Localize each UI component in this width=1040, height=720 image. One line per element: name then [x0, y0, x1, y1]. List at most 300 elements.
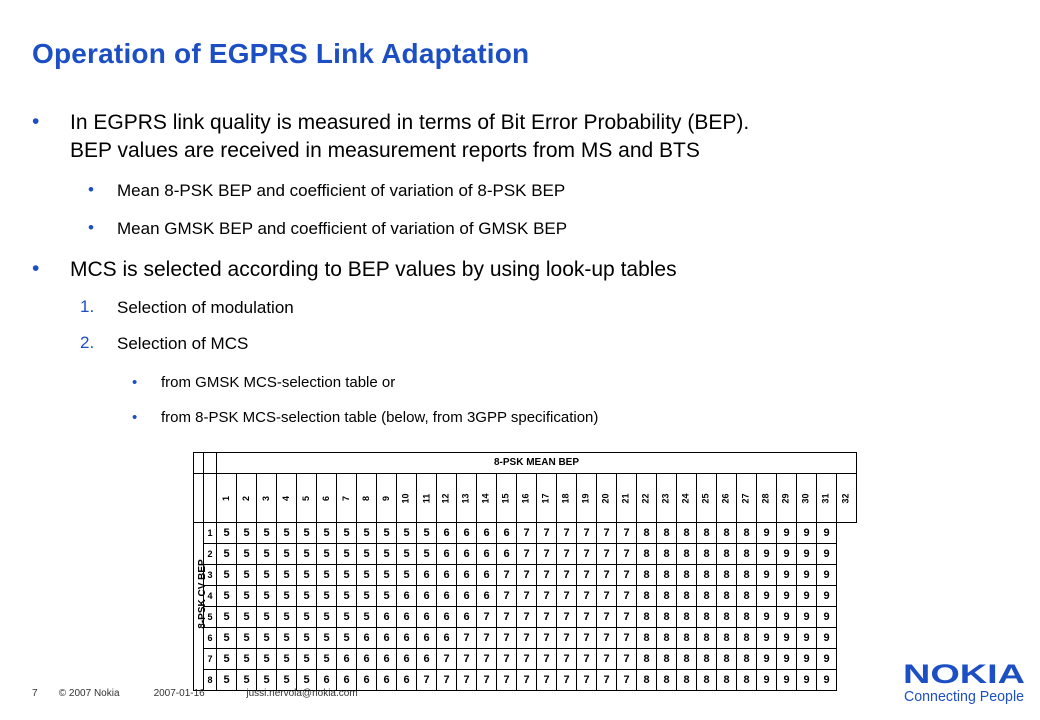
table-cell: 7 [557, 565, 577, 586]
table-cell: 5 [337, 607, 357, 628]
column-number-label: 17 [540, 492, 551, 504]
table-cell: 7 [617, 670, 637, 691]
column-number [457, 474, 477, 523]
corner-cell [204, 453, 217, 474]
column-number-label: 3 [260, 495, 271, 501]
column-number [357, 474, 377, 523]
table-cell: 6 [437, 544, 457, 565]
number-marker: 1. [80, 297, 95, 316]
table-cell: 7 [557, 649, 577, 670]
table-cell: 5 [237, 607, 257, 628]
column-number [757, 474, 777, 523]
table-cell: 7 [477, 628, 497, 649]
table-cell: 9 [817, 649, 837, 670]
table-cell: 5 [217, 523, 237, 544]
table-cell: 5 [257, 670, 277, 691]
table-cell: 5 [237, 649, 257, 670]
table-cell: 5 [397, 565, 417, 586]
table-cell: 9 [797, 670, 817, 691]
table-cell: 7 [597, 628, 617, 649]
table-cell: 6 [437, 628, 457, 649]
table-cell: 9 [777, 523, 797, 544]
column-number-label: 27 [740, 492, 751, 504]
table-cell: 7 [497, 628, 517, 649]
table-cell: 7 [557, 670, 577, 691]
table-cell: 7 [537, 670, 557, 691]
column-number-label: 29 [780, 492, 791, 504]
table-cell: 8 [717, 565, 737, 586]
column-number-label: 30 [800, 492, 811, 504]
table-cell: 8 [737, 544, 757, 565]
table-cell: 7 [497, 649, 517, 670]
table-cell: 7 [477, 670, 497, 691]
table-cell: 9 [777, 586, 797, 607]
column-number [657, 474, 677, 523]
table-cell: 7 [457, 649, 477, 670]
table-cell: 5 [217, 586, 237, 607]
table-cell: 6 [417, 586, 437, 607]
column-number-label: 8 [360, 495, 371, 501]
table-cell: 7 [517, 670, 537, 691]
table-row [194, 586, 857, 607]
table-cell: 8 [657, 586, 677, 607]
table-cell: 8 [697, 607, 717, 628]
table-row [194, 544, 857, 565]
column-number [497, 474, 517, 523]
table-cell: 6 [357, 628, 377, 649]
table-cell: 7 [557, 544, 577, 565]
table-cell: 5 [357, 607, 377, 628]
table-cell: 8 [697, 628, 717, 649]
table-cell: 7 [577, 523, 597, 544]
column-number-label: 28 [760, 492, 771, 504]
nokia-logo [903, 657, 1027, 705]
corner-cell [194, 453, 204, 474]
table-cell: 5 [257, 628, 277, 649]
row-number: 4 [204, 586, 217, 607]
footer-email: jussi.nervola@nokia.com [246, 688, 358, 699]
table-cell: 5 [257, 544, 277, 565]
table-cell: 5 [277, 565, 297, 586]
column-number [717, 474, 737, 523]
column-number-label: 20 [600, 492, 611, 504]
table-cell: 7 [477, 607, 497, 628]
table-cell: 9 [757, 649, 777, 670]
table-cell: 8 [637, 523, 657, 544]
row-number: 5 [204, 607, 217, 628]
table-cell: 5 [397, 523, 417, 544]
table-cell: 8 [717, 649, 737, 670]
table-cell: 6 [437, 586, 457, 607]
table-cell: 6 [457, 544, 477, 565]
table-cell: 5 [337, 544, 357, 565]
table-cell: 7 [517, 628, 537, 649]
column-number-label: 2 [240, 495, 251, 501]
footer-date: 2007-01-16 [153, 688, 205, 699]
table-cell: 6 [477, 586, 497, 607]
table-cell: 8 [677, 544, 697, 565]
table-cell: 7 [537, 628, 557, 649]
table-cell: 7 [597, 607, 617, 628]
table-cell: 8 [657, 628, 677, 649]
table-cell: 8 [677, 565, 697, 586]
table-cell: 5 [377, 544, 397, 565]
table-cell: 7 [617, 586, 637, 607]
table-cell: 9 [777, 565, 797, 586]
column-number [697, 474, 717, 523]
table-cell: 5 [377, 565, 397, 586]
table-cell: 9 [777, 649, 797, 670]
column-number [297, 474, 317, 523]
table-cell: 6 [457, 607, 477, 628]
column-number-label: 5 [300, 495, 311, 501]
table-cell: 7 [597, 523, 617, 544]
row-number: 7 [204, 649, 217, 670]
table-cell: 7 [537, 586, 557, 607]
table-cell: 7 [597, 586, 617, 607]
table-cell: 7 [497, 670, 517, 691]
table-cell: 5 [317, 544, 337, 565]
table-cell: 6 [457, 565, 477, 586]
table-cell: 6 [497, 544, 517, 565]
column-number [797, 474, 817, 523]
table-cell: 7 [577, 544, 597, 565]
table-cell: 9 [777, 607, 797, 628]
table-cell: 9 [797, 649, 817, 670]
table-cell: 6 [477, 565, 497, 586]
table-cell: 8 [677, 607, 697, 628]
table-cell: 6 [317, 670, 337, 691]
column-number-label: 16 [520, 492, 531, 504]
table-cell: 8 [717, 670, 737, 691]
table-cell: 7 [537, 649, 557, 670]
table-cell: 6 [437, 565, 457, 586]
table-cell: 5 [417, 544, 437, 565]
column-number-label: 9 [380, 495, 391, 501]
table-cell: 7 [517, 544, 537, 565]
table-cell: 8 [737, 649, 757, 670]
table-row [194, 628, 857, 649]
column-number-label: 19 [580, 492, 591, 504]
column-number-label: 18 [560, 492, 571, 504]
table-cell: 5 [397, 544, 417, 565]
table-cell: 9 [817, 586, 837, 607]
table-cell: 7 [597, 544, 617, 565]
table-cell: 7 [517, 649, 537, 670]
column-number-label: 1 [220, 495, 231, 501]
table-cell: 8 [677, 523, 697, 544]
bullet-marker: • [132, 374, 138, 391]
column-number-label: 23 [660, 492, 671, 504]
bullet-text: In EGPRS link quality is measured in terms of Bit Error Probability (BEP). [70, 111, 750, 134]
column-number [437, 474, 457, 523]
column-number-label: 14 [480, 492, 491, 504]
table-cell: 5 [217, 565, 237, 586]
column-number [337, 474, 357, 523]
table-cell: 8 [717, 523, 737, 544]
column-number [817, 474, 837, 523]
table-cell: 7 [597, 649, 617, 670]
column-number-label: 25 [700, 492, 711, 504]
table-cell: 6 [437, 607, 457, 628]
table-cell: 8 [657, 649, 677, 670]
table-cell: 5 [317, 586, 337, 607]
table-cell: 6 [477, 523, 497, 544]
table-cell: 5 [317, 523, 337, 544]
table-cell: 7 [537, 607, 557, 628]
column-number-label: 6 [320, 495, 331, 501]
table-cell: 8 [637, 649, 657, 670]
page-number: 7 [32, 688, 38, 699]
column-number [397, 474, 417, 523]
table-cell: 5 [277, 649, 297, 670]
table-cell: 8 [717, 628, 737, 649]
table-cell: 7 [577, 628, 597, 649]
table-cell: 5 [277, 523, 297, 544]
table-cell: 6 [457, 523, 477, 544]
table-cell: 7 [557, 586, 577, 607]
table-cell: 9 [817, 628, 837, 649]
table-cell: 6 [397, 628, 417, 649]
column-number [597, 474, 617, 523]
table-cell: 8 [677, 649, 697, 670]
table-cell: 7 [457, 670, 477, 691]
table-cell: 8 [657, 607, 677, 628]
table-cell: 9 [797, 565, 817, 586]
column-number-label: 26 [720, 492, 731, 504]
table-cell: 5 [217, 544, 237, 565]
table-cell: 8 [637, 670, 657, 691]
column-number-label: 11 [420, 493, 431, 503]
table-cell: 7 [617, 565, 637, 586]
table-cell: 8 [737, 565, 757, 586]
table-cell: 8 [637, 607, 657, 628]
table-cell: 5 [357, 523, 377, 544]
logo-wordmark: NOKIA [903, 659, 1025, 689]
table-cell: 8 [717, 607, 737, 628]
table-cell: 7 [537, 565, 557, 586]
table-cell: 6 [457, 586, 477, 607]
table-cell: 8 [697, 544, 717, 565]
table-cell: 5 [297, 586, 317, 607]
table-cell: 5 [357, 544, 377, 565]
table-cell: 5 [277, 628, 297, 649]
table-cell: 5 [337, 628, 357, 649]
table-cell: 9 [797, 544, 817, 565]
table-row [194, 565, 857, 586]
table-cell: 7 [517, 523, 537, 544]
table-cell: 7 [497, 607, 517, 628]
table-cell: 7 [597, 670, 617, 691]
table-cell: 5 [297, 565, 317, 586]
table-cell: 6 [377, 628, 397, 649]
table-cell: 9 [817, 607, 837, 628]
column-number [557, 474, 577, 523]
table-cell: 8 [697, 649, 717, 670]
mcs-selection-table [193, 452, 857, 691]
bep-table [193, 452, 857, 691]
table-cell: 8 [637, 544, 657, 565]
table-cell: 8 [737, 607, 757, 628]
row-number: 8 [204, 670, 217, 691]
table-cell: 8 [717, 544, 737, 565]
table-cell: 6 [397, 586, 417, 607]
table-cell: 9 [817, 565, 837, 586]
bullet-marker: • [88, 218, 94, 237]
table-cell: 5 [297, 670, 317, 691]
table-cell: 6 [377, 607, 397, 628]
numbered-text: Selection of modulation [117, 298, 294, 317]
table-cell: 7 [617, 607, 637, 628]
table-cell: 6 [377, 649, 397, 670]
column-number [377, 474, 397, 523]
table-cell: 8 [657, 523, 677, 544]
bullet-text: Mean GMSK BEP and coefficient of variation of GMSK BEP [117, 219, 568, 238]
column-number-label: 7 [340, 495, 351, 501]
bullet-text: BEP values are received in measurement reports from MS and BTS [70, 139, 700, 162]
table-cell: 5 [297, 649, 317, 670]
column-number [217, 474, 237, 523]
column-number [617, 474, 637, 523]
table-cell: 8 [677, 586, 697, 607]
column-number [517, 474, 537, 523]
row-number: 3 [204, 565, 217, 586]
bullet-text: from 8-PSK MCS-selection table (below, from 3GPP specification) [161, 409, 599, 426]
table-cell: 8 [657, 670, 677, 691]
column-number [417, 474, 437, 523]
table-cell: 7 [497, 586, 517, 607]
row-number: 1 [204, 523, 217, 544]
table-cell: 5 [317, 607, 337, 628]
table-cell: 6 [357, 649, 377, 670]
table-cell: 5 [237, 565, 257, 586]
table-cell: 6 [417, 628, 437, 649]
table-cell: 7 [517, 607, 537, 628]
row-number: 2 [204, 544, 217, 565]
table-cell: 6 [337, 649, 357, 670]
table-cell: 7 [517, 565, 537, 586]
table-cell: 5 [337, 523, 357, 544]
copyright: © 2007 Nokia [58, 688, 120, 699]
table-cell: 7 [577, 586, 597, 607]
table-cell: 7 [557, 523, 577, 544]
table-cell: 6 [417, 565, 437, 586]
table-cell: 7 [577, 670, 597, 691]
table-cell: 5 [277, 607, 297, 628]
table-cell: 8 [697, 565, 717, 586]
column-number [257, 474, 277, 523]
table-cell: 7 [557, 628, 577, 649]
number-marker: 2. [80, 333, 95, 352]
table-cell: 7 [537, 523, 557, 544]
table-row [194, 607, 857, 628]
table-cell: 9 [817, 544, 837, 565]
table-cell: 8 [697, 523, 717, 544]
logo-tagline: Connecting People [904, 688, 1024, 705]
column-number-label: 12 [440, 492, 451, 504]
table-cell: 8 [717, 586, 737, 607]
column-number [737, 474, 757, 523]
table-cell: 6 [417, 649, 437, 670]
column-number [637, 474, 657, 523]
table-cell: 5 [417, 523, 437, 544]
table-cell: 5 [237, 670, 257, 691]
bullet-marker: • [88, 180, 94, 199]
table-cell: 7 [537, 544, 557, 565]
table-cell: 5 [357, 565, 377, 586]
column-number [477, 474, 497, 523]
table-cell: 6 [397, 607, 417, 628]
table-cell: 5 [297, 544, 317, 565]
table-cell: 9 [817, 523, 837, 544]
bullet-text: from GMSK MCS-selection table or [161, 374, 396, 391]
table-cell: 7 [577, 607, 597, 628]
bullet-text: Mean 8-PSK BEP and coefficient of variation of 8-PSK BEP [117, 181, 566, 200]
table-cell: 5 [317, 565, 337, 586]
table-cell: 8 [637, 586, 657, 607]
column-number [237, 474, 257, 523]
table-cell: 9 [797, 607, 817, 628]
table-cell: 9 [757, 586, 777, 607]
column-number [317, 474, 337, 523]
column-header: 8-PSK MEAN BEP [217, 453, 857, 474]
table-cell: 6 [377, 670, 397, 691]
column-number-row [194, 474, 857, 523]
footer [32, 688, 358, 699]
table-cell: 5 [277, 670, 297, 691]
column-number-label: 22 [640, 492, 651, 504]
table-cell: 9 [757, 670, 777, 691]
table-cell: 6 [397, 670, 417, 691]
table-cell: 5 [237, 544, 257, 565]
table-cell: 7 [477, 649, 497, 670]
table-cell: 9 [757, 607, 777, 628]
table-cell: 8 [697, 670, 717, 691]
table-cell: 9 [797, 586, 817, 607]
table-cell: 5 [297, 628, 317, 649]
column-number-label: 21 [620, 492, 631, 504]
table-cell: 8 [737, 628, 757, 649]
bullet-text: MCS is selected according to BEP values by using look-up tables [70, 258, 677, 281]
table-cell: 7 [417, 670, 437, 691]
table-cell: 5 [237, 523, 257, 544]
table-cell: 7 [617, 523, 637, 544]
table-cell: 8 [637, 628, 657, 649]
table-cell: 5 [217, 607, 237, 628]
table-cell: 8 [737, 586, 757, 607]
column-number-label: 31 [820, 492, 831, 504]
table-cell: 7 [437, 670, 457, 691]
table-cell: 8 [697, 586, 717, 607]
table-cell: 5 [237, 586, 257, 607]
table-cell: 5 [297, 607, 317, 628]
table-cell: 7 [437, 649, 457, 670]
table-cell: 5 [237, 628, 257, 649]
table-cell: 5 [297, 523, 317, 544]
table-cell: 9 [797, 628, 817, 649]
table-cell: 7 [517, 586, 537, 607]
table-header-row [194, 453, 857, 474]
column-number [537, 474, 557, 523]
table-cell: 7 [497, 565, 517, 586]
column-number [677, 474, 697, 523]
bullet-marker: • [32, 110, 40, 133]
table-cell: 7 [577, 565, 597, 586]
table-cell: 6 [477, 544, 497, 565]
table-cell: 6 [417, 607, 437, 628]
table-cell: 5 [357, 586, 377, 607]
table-cell: 9 [757, 544, 777, 565]
